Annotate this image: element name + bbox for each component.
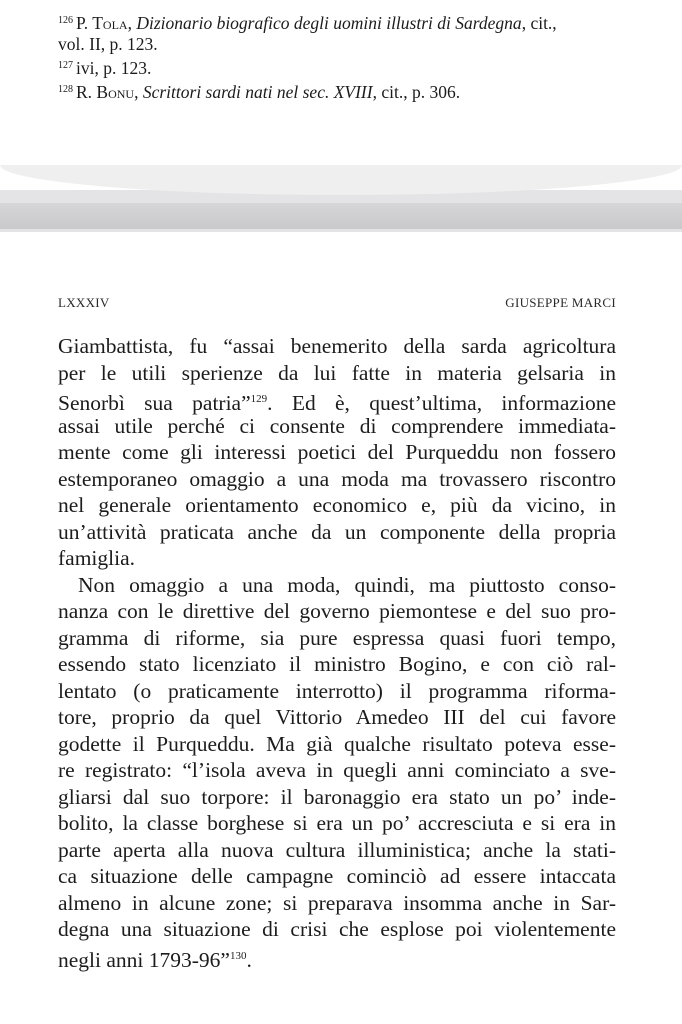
footnote-author: P. Tola — [76, 13, 128, 33]
footnote-ref-129: 129 — [250, 393, 268, 405]
footnote-128 — [58, 79, 638, 103]
running-head-author: GIUSEPPE MARCI — [505, 295, 616, 310]
footnote-126 — [58, 10, 638, 34]
footnote-rest: , cit., — [521, 13, 557, 33]
text-line: almeno in alcune zone; si preparava insomma anche in Sar- — [58, 890, 616, 915]
footnote-text: ivi, p. 123. — [76, 58, 152, 78]
page-divider — [0, 203, 682, 229]
text-fragment: . — [246, 947, 252, 972]
footnote-number: 128 — [58, 84, 73, 95]
running-head — [58, 295, 616, 311]
footnotes-block — [58, 10, 638, 103]
footnote-rest: , cit., p. 306. — [372, 82, 461, 102]
text-line: mente come gli interessi poetici del Purqueddu non fossero — [58, 440, 616, 464]
text-line: godette il Purqueddu. Ma già qualche risultato poteva esse- — [58, 731, 616, 756]
text-line: degna una situazione di crisi che esplose poi violentemente — [58, 917, 616, 941]
footnote-title: Dizionario biografico degli uomini illustri di Sardegna — [136, 13, 522, 33]
text-line: nel generale orientamento economico e, più da vicino, in — [58, 493, 616, 517]
page-number: LXXXIV — [58, 295, 110, 310]
footnote-126-continuation: vol. II, p. 123. — [58, 34, 158, 54]
text-line — [58, 943, 616, 970]
footnote-ref-130: 130 — [229, 949, 247, 962]
text-line: gramma di riforme, sia pure espressa quasi fuori tempo, — [58, 625, 616, 650]
footnote-separator: , — [127, 13, 137, 33]
text-line: per le utili sperienze da lui fatte in materia gelsaria in — [58, 360, 616, 385]
footnote-author: R. Bonu — [76, 82, 135, 102]
text-fragment: negli anni 1793-96” — [58, 947, 230, 972]
text-line: essendo stato licenziato il ministro Bogino, e con ciò ral- — [58, 652, 616, 676]
text-line: estemporaneo omaggio a una moda ma trovassero riscontro — [58, 466, 616, 491]
footnote-127 — [58, 55, 638, 79]
text-line: gliarsi dal suo torpore: il baronaggio era stato un po’ inde- — [58, 784, 616, 809]
text-line: un’attività praticata anche da un componente della propria — [58, 519, 616, 544]
text-line: tore, proprio da quel Vittorio Amedeo III del cui favore — [58, 705, 616, 729]
text-line: re registrato: “l’isola aveva in quegli anni cominciato a sve- — [58, 758, 616, 782]
footnote-separator: , — [134, 82, 143, 102]
body-text — [58, 333, 616, 972]
text-line: nanza con le direttive del governo piemontese e del suo pro- — [58, 599, 616, 623]
text-line: assai utile perché ci consente di comprendere immediata- — [58, 413, 616, 438]
footnote-number: 127 — [58, 60, 73, 71]
footnote-number: 126 — [58, 15, 73, 26]
text-line: Giambattista, fu “assai benemerito della sarda agricoltura — [58, 334, 616, 358]
previous-page-fragment — [0, 0, 682, 190]
text-line — [58, 386, 616, 413]
text-line: ca situazione delle campagne cominciò ad essere intaccata — [58, 864, 616, 888]
text-line: bolito, la classe borghese si era un po’ accresciuta e si era in — [58, 811, 616, 835]
text-line: parte aperta alla nuova cultura illuministica; anche la stati- — [58, 837, 616, 862]
footnote-title: Scrittori sardi nati nel sec. XVIII — [142, 82, 373, 102]
text-line: lentato (o praticamente interrotto) il programma riforma- — [58, 678, 616, 703]
text-line: famiglia. — [58, 546, 136, 570]
text-fragment: Senorbì sua patria” — [58, 391, 251, 415]
text-fragment: . Ed è, quest’ultima, informazione — [267, 391, 616, 415]
text-line: Non omaggio a una moda, quindi, ma piuttosto conso- — [78, 572, 616, 597]
